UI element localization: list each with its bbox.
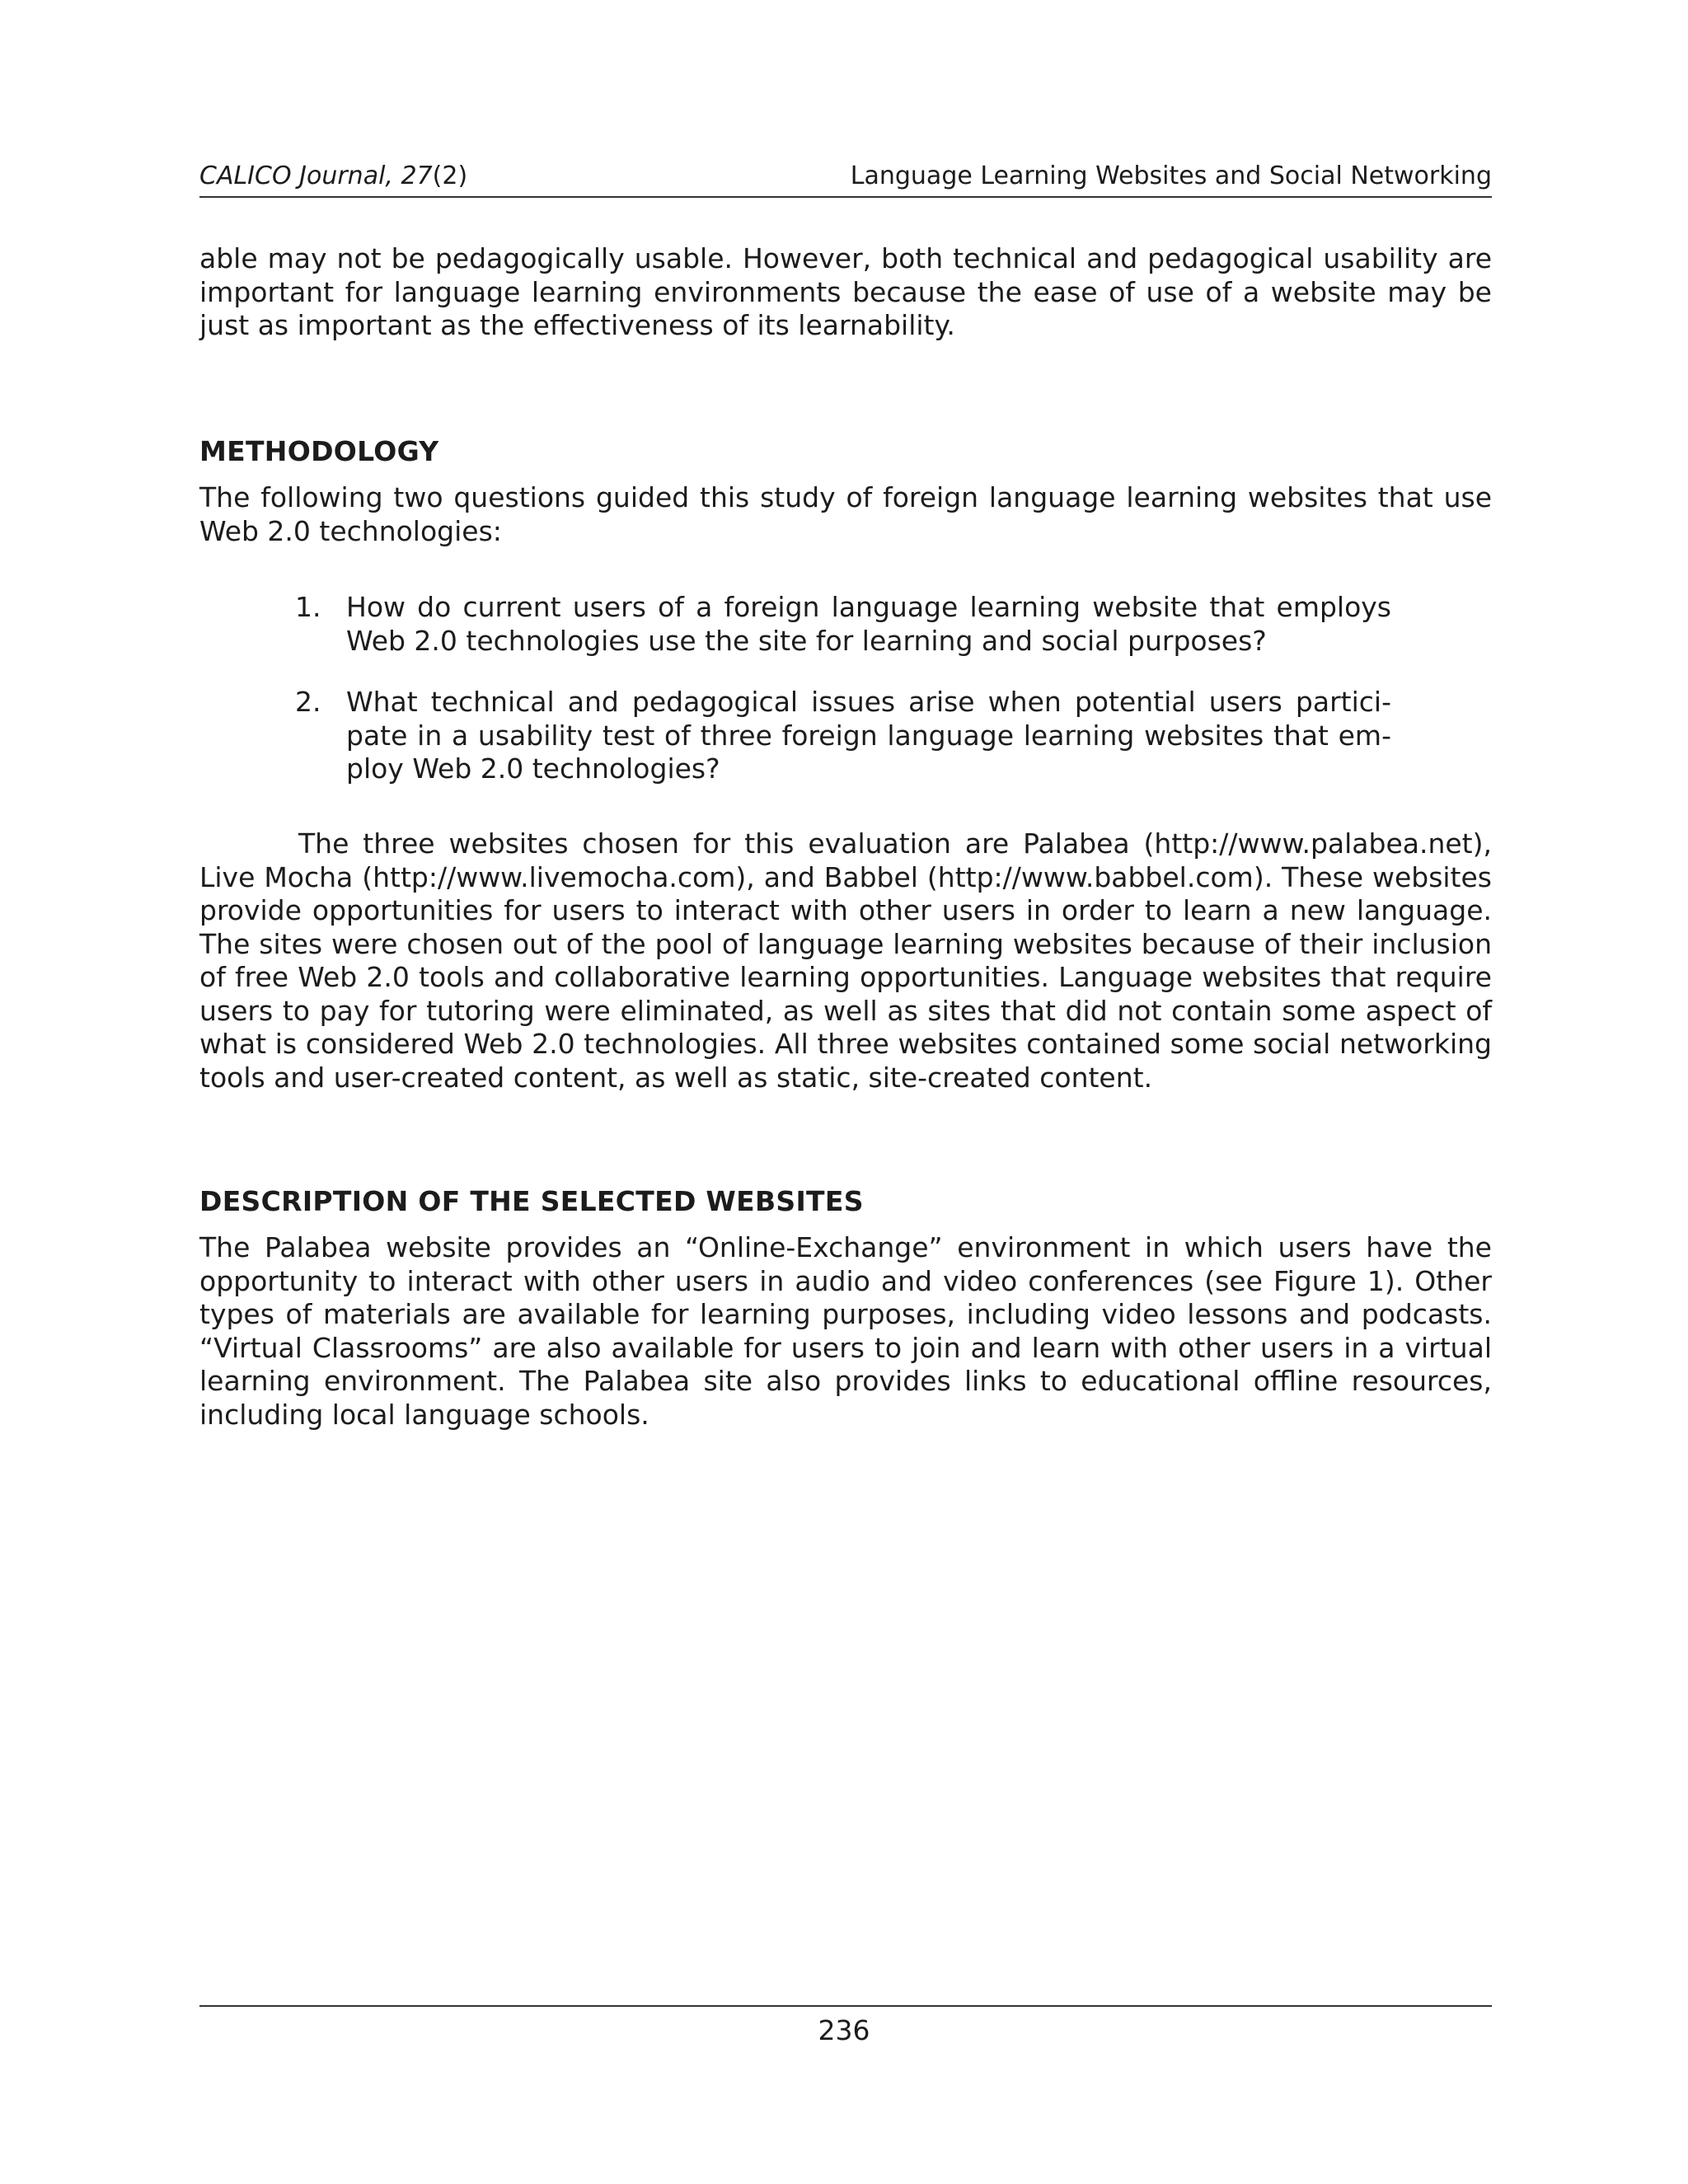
question-number: 1. — [295, 591, 321, 623]
running-title: Language Learning Websites and Social Networking — [850, 162, 1492, 190]
journal-citation — [199, 162, 467, 191]
journal-name: CALICO Journal, — [199, 162, 401, 190]
journal-volume: 27 — [401, 162, 433, 190]
description-heading: DESCRIPTION OF THE SELECTED WEBSITES — [199, 1185, 864, 1217]
research-question-2 — [295, 686, 1391, 786]
websites-paragraph: The three websites chosen for this evaluation are Palabea (http://www.palabea.net), Live Mocha (http://www.livemocha.com), and Babbel (http://www.babbel.com). These websites provide opportunities for users to interact with other users in order to learn a new language. The sites were chosen out of the pool of language learning websites because of their inclusion of free Web 2.0 tools and collaborative learning opportunities. Language websites that require users to pay for tutoring were eliminated, as well as sites that did not contain some aspect of what is considered Web 2.0 technologies. All three websites contained some social networking tools and user-created content, as well as static, site-created content. — [199, 827, 1492, 1094]
methodology-paragraph: The following two questions guided this study of foreign language learning websites that use Web 2.0 technologies: — [199, 481, 1492, 547]
description-paragraph: The Palabea website provides an “Online-Exchange” environment in which users have the opportunity to interact with other users in audio and video conferences (see Figure 1). Other types of materials are available for learning purposes, including video lessons and podcasts. “Virtual Classrooms” are also available for users to join and learn with other users in a virtual learning environment. The Palabea site also provides links to educational offline resources, including local language schools. — [199, 1231, 1492, 1431]
intro-paragraph: able may not be pedagogically usable. However, both technical and pedagogical usability are important for language learning environments because the ease of use of a website may be just as important as the effectiveness of its learnability. — [199, 242, 1492, 341]
page-number: 236 — [818, 2014, 870, 2046]
footer-divider — [199, 2005, 1492, 2007]
journal-issue: (2) — [432, 162, 468, 190]
research-question-1 — [295, 591, 1391, 658]
question-text: How do current users of a foreign language learning website that employs Web 2.0 technologies use the site for learning and social purposes? — [346, 591, 1391, 657]
methodology-heading: METHODOLOGY — [199, 435, 439, 467]
list-item — [295, 686, 1391, 786]
question-text: What technical and pedagogical issues arise when potential users participate in a usability test of three foreign language learning websites that employ Web 2.0 technologies? — [346, 686, 1391, 785]
running-header — [199, 162, 1492, 198]
list-item — [295, 591, 1391, 658]
question-number: 2. — [295, 686, 321, 718]
